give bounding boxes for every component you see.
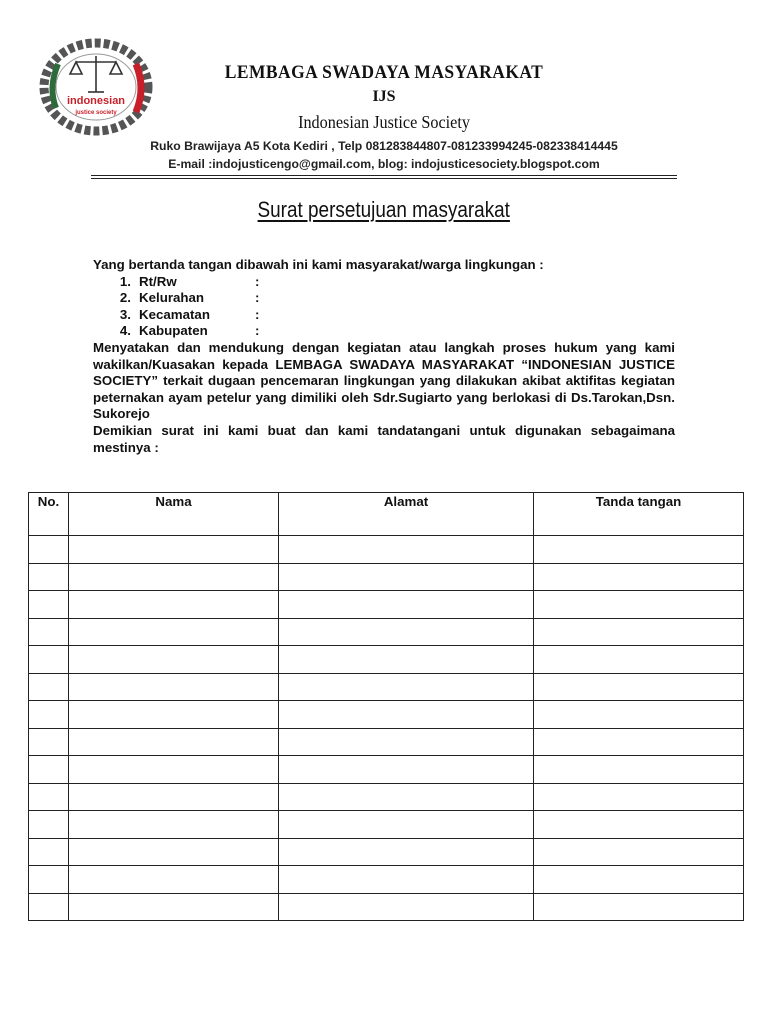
cell-tanda-tangan[interactable] bbox=[534, 618, 744, 646]
cell-alamat[interactable] bbox=[279, 893, 534, 921]
cell-nama[interactable] bbox=[69, 783, 279, 811]
table-row bbox=[29, 563, 744, 591]
table-header-row bbox=[29, 493, 744, 536]
cell-no[interactable] bbox=[29, 811, 69, 839]
column-header-tanda-tangan: Tanda tangan bbox=[534, 493, 744, 536]
cell-no[interactable] bbox=[29, 728, 69, 756]
field-label: Rt/Rw bbox=[139, 273, 177, 289]
closing-text: Demikian surat ini kami buat dan kami tandatangani untuk digunakan sebagaimana mestinya : bbox=[93, 422, 675, 455]
cell-alamat[interactable] bbox=[279, 618, 534, 646]
cell-alamat[interactable] bbox=[279, 838, 534, 866]
table-row bbox=[29, 866, 744, 894]
cell-nama[interactable] bbox=[69, 563, 279, 591]
cell-alamat[interactable] bbox=[279, 563, 534, 591]
org-contact: E-mail :indojusticengo@gmail.com, blog: indojusticesociety.blogspot.com bbox=[168, 157, 600, 171]
cell-no[interactable] bbox=[29, 756, 69, 784]
org-name: LEMBAGA SWADAYA MASYARAKAT bbox=[224, 62, 544, 83]
cell-no[interactable] bbox=[29, 783, 69, 811]
cell-tanda-tangan[interactable] bbox=[534, 756, 744, 784]
org-address: Ruko Brawijaya A5 Kota Kediri , Telp 081283844807-081233994245-082338414445 bbox=[150, 139, 618, 153]
table-row bbox=[29, 838, 744, 866]
table-row bbox=[29, 893, 744, 921]
table-row bbox=[29, 618, 744, 646]
cell-alamat[interactable] bbox=[279, 728, 534, 756]
org-abbr: IJS bbox=[372, 88, 396, 105]
cell-nama[interactable] bbox=[69, 673, 279, 701]
cell-alamat[interactable] bbox=[279, 646, 534, 674]
cell-alamat[interactable] bbox=[279, 673, 534, 701]
cell-tanda-tangan[interactable] bbox=[534, 701, 744, 729]
cell-tanda-tangan[interactable] bbox=[534, 838, 744, 866]
signature-table bbox=[28, 492, 744, 921]
header-divider-bottom bbox=[91, 178, 677, 179]
table-row bbox=[29, 811, 744, 839]
column-header-no: No. bbox=[29, 493, 69, 536]
statement-text: Menyatakan dan mendukung dengan kegiatan atau langkah proses hukum yang kami wakilkan/Kuasakan kepada LEMBAGA SWADAYA MASYARAKAT “INDONESIAN JUSTICE SOCIETY” terkait dugaan pencemaran lingkungan yang dilakukan akibat aktifitas kegiatan peternakan ayam petelur yang dimiliki oleh Sdr.Sugiarto yang berlokasi di Ds.Tarokan,Dsn. Sukorejo bbox=[93, 339, 675, 422]
cell-tanda-tangan[interactable] bbox=[534, 563, 744, 591]
cell-tanda-tangan[interactable] bbox=[534, 536, 744, 564]
cell-alamat[interactable] bbox=[279, 866, 534, 894]
cell-no[interactable] bbox=[29, 866, 69, 894]
cell-tanda-tangan[interactable] bbox=[534, 646, 744, 674]
cell-nama[interactable] bbox=[69, 811, 279, 839]
intro-text: Yang bertanda tangan dibawah ini kami masyarakat/warga lingkungan : bbox=[93, 257, 544, 272]
field-item: 2. Kelurahan : bbox=[119, 290, 260, 306]
table-row bbox=[29, 536, 744, 564]
table-row bbox=[29, 591, 744, 619]
cell-no[interactable] bbox=[29, 673, 69, 701]
document-body bbox=[93, 257, 675, 456]
cell-nama[interactable] bbox=[69, 866, 279, 894]
cell-tanda-tangan[interactable] bbox=[534, 728, 744, 756]
header-divider-top bbox=[91, 175, 677, 176]
cell-tanda-tangan[interactable] bbox=[534, 783, 744, 811]
cell-nama[interactable] bbox=[69, 591, 279, 619]
cell-nama[interactable] bbox=[69, 838, 279, 866]
cell-no[interactable] bbox=[29, 536, 69, 564]
cell-no[interactable] bbox=[29, 618, 69, 646]
document-title bbox=[150, 197, 618, 223]
table-row bbox=[29, 728, 744, 756]
table-row bbox=[29, 673, 744, 701]
field-label: Kelurahan bbox=[139, 290, 205, 306]
table-row bbox=[29, 783, 744, 811]
cell-nama[interactable] bbox=[69, 893, 279, 921]
cell-alamat[interactable] bbox=[279, 701, 534, 729]
cell-tanda-tangan[interactable] bbox=[534, 866, 744, 894]
cell-nama[interactable] bbox=[69, 618, 279, 646]
field-list bbox=[93, 274, 675, 340]
cell-no[interactable] bbox=[29, 646, 69, 674]
cell-no[interactable] bbox=[29, 893, 69, 921]
column-header-nama: Nama bbox=[69, 493, 279, 536]
cell-no[interactable] bbox=[29, 701, 69, 729]
table-row bbox=[29, 646, 744, 674]
table-row bbox=[29, 701, 744, 729]
table-row bbox=[29, 756, 744, 784]
field-item: 4. Kabupaten : bbox=[119, 323, 260, 339]
cell-alamat[interactable] bbox=[279, 536, 534, 564]
logo-word: indonesian bbox=[66, 95, 126, 107]
document-title-text: Surat persetujuan masyarakat bbox=[257, 197, 511, 222]
cell-nama[interactable] bbox=[69, 756, 279, 784]
cell-nama[interactable] bbox=[69, 536, 279, 564]
field-label: Kecamatan bbox=[139, 306, 210, 322]
cell-nama[interactable] bbox=[69, 646, 279, 674]
cell-nama[interactable] bbox=[69, 701, 279, 729]
cell-no[interactable] bbox=[29, 591, 69, 619]
column-header-alamat: Alamat bbox=[279, 493, 534, 536]
field-label: Kabupaten bbox=[139, 323, 208, 339]
cell-alamat[interactable] bbox=[279, 591, 534, 619]
cell-nama[interactable] bbox=[69, 728, 279, 756]
cell-alamat[interactable] bbox=[279, 811, 534, 839]
cell-no[interactable] bbox=[29, 838, 69, 866]
cell-tanda-tangan[interactable] bbox=[534, 591, 744, 619]
field-item: 3. Kecamatan : bbox=[119, 306, 260, 322]
cell-tanda-tangan[interactable] bbox=[534, 673, 744, 701]
cell-alamat[interactable] bbox=[279, 783, 534, 811]
field-item: 1. Rt/Rw : bbox=[119, 273, 260, 289]
logo-sub: justice society bbox=[75, 110, 117, 116]
cell-tanda-tangan[interactable] bbox=[534, 811, 744, 839]
org-full-name: Indonesian Justice Society bbox=[298, 112, 470, 132]
cell-tanda-tangan[interactable] bbox=[534, 893, 744, 921]
cell-alamat[interactable] bbox=[279, 756, 534, 784]
cell-no[interactable] bbox=[29, 563, 69, 591]
